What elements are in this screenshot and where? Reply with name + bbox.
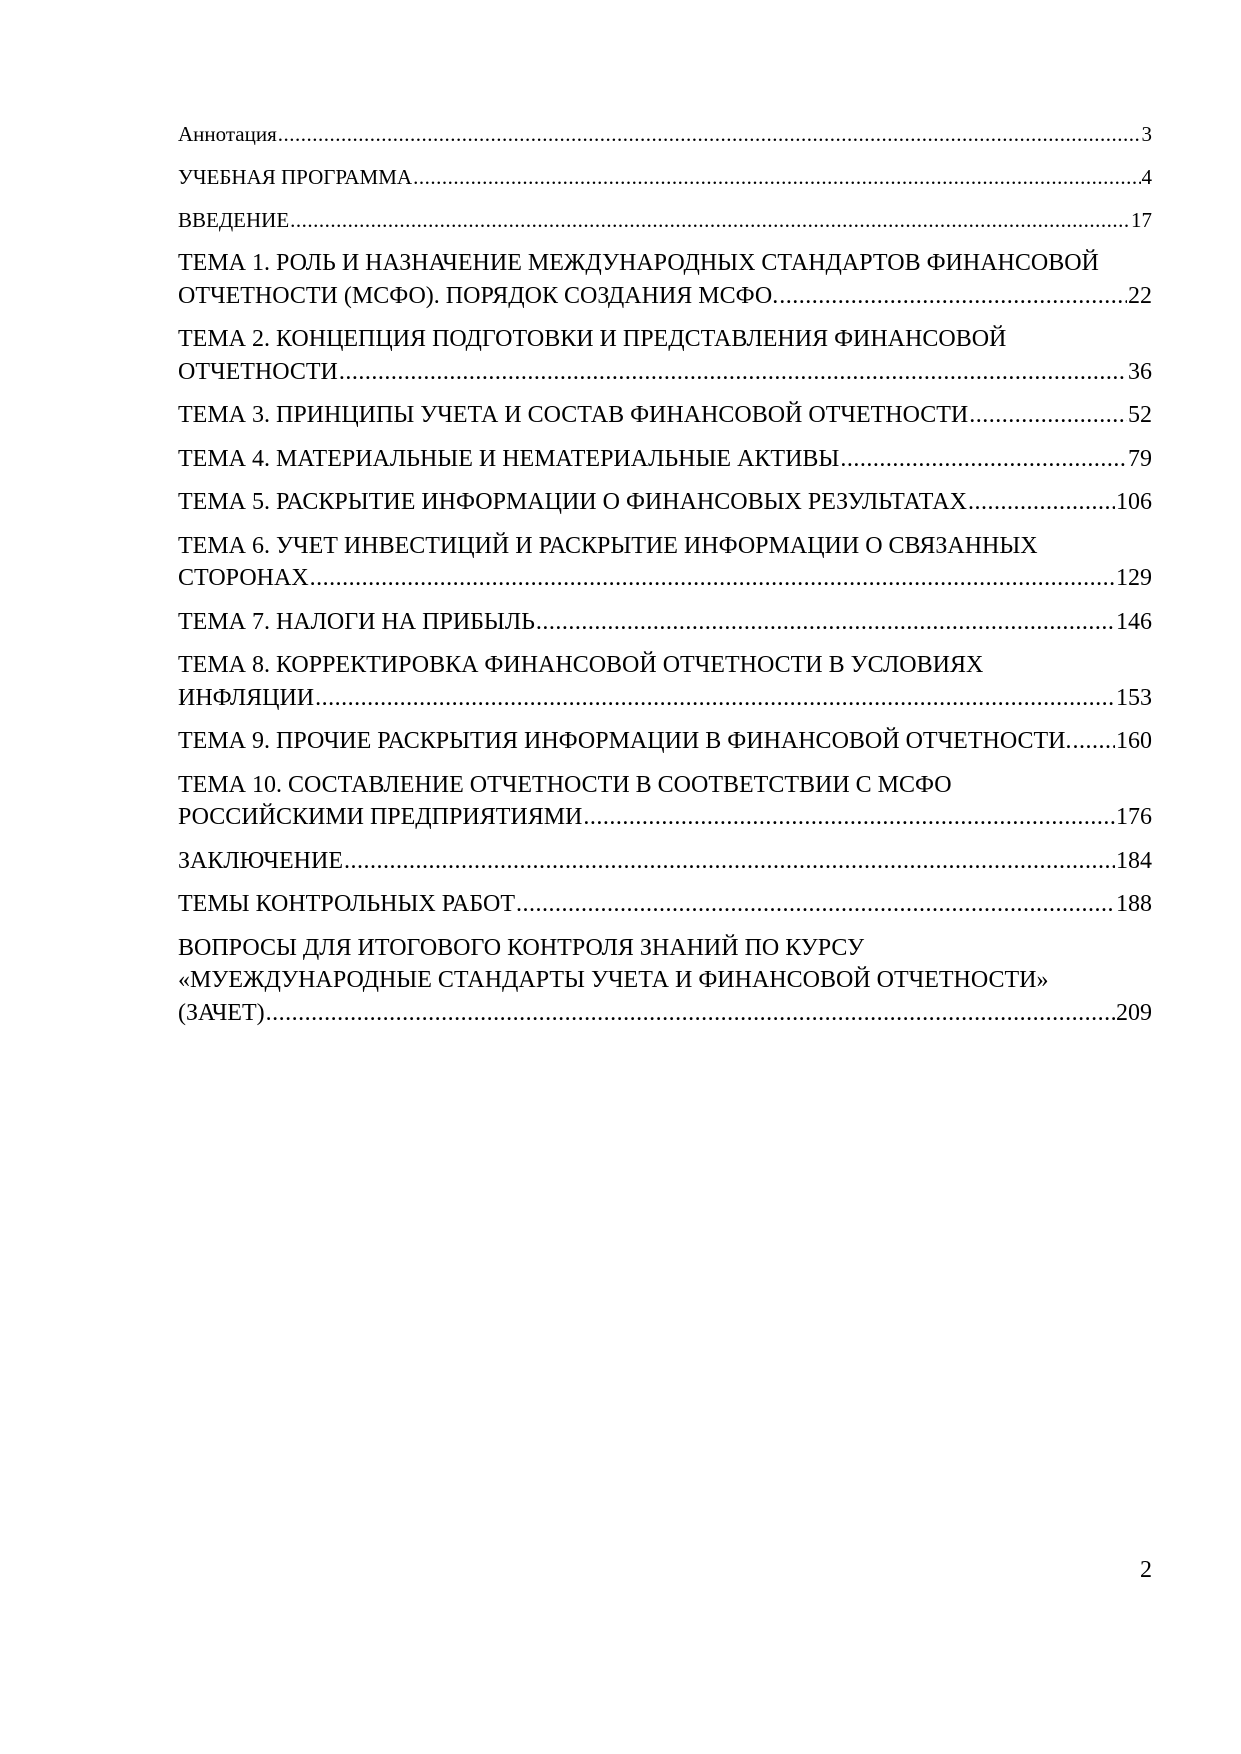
toc-entry-page-number: 22 [1128, 282, 1152, 309]
toc-entry[interactable] [178, 932, 1152, 1030]
toc-entry-title: РОССИЙСКИМИ ПРЕДПРИЯТИЯМИ [178, 804, 583, 830]
toc-entry[interactable] [178, 845, 1152, 878]
toc-entry[interactable] [178, 606, 1152, 639]
toc-entry[interactable] [178, 443, 1152, 476]
dot-leader [290, 204, 1130, 236]
dot-leader [266, 997, 1115, 1030]
dot-leader [969, 399, 1127, 432]
toc-entry-title-line: ТЕМА 2. КОНЦЕПЦИЯ ПОДГОТОВКИ И ПРЕДСТАВЛЕНИЯ ФИНАНСОВОЙ [178, 326, 1007, 352]
toc-entry[interactable] [178, 247, 1152, 312]
toc-entry-leader-line [178, 725, 1152, 758]
toc-entry-title: ТЕМА 3. ПРИНЦИПЫ УЧЕТА И СОСТАВ ФИНАНСОВОЙ ОТЧЕТНОСТИ [178, 402, 969, 428]
toc-entry[interactable] [178, 323, 1152, 388]
toc-entry[interactable] [178, 769, 1152, 834]
toc-entry-leader-line [178, 161, 1152, 193]
toc-entry-page-number: 209 [1116, 999, 1152, 1026]
toc-entry-page-number: 3 [1141, 122, 1152, 146]
toc-entry-leader-line [178, 204, 1152, 236]
toc-entry-title: ТЕМЫ КОНТРОЛЬНЫХ РАБОТ [178, 891, 515, 917]
toc-entry-title: ТЕМА 5. РАСКРЫТИЕ ИНФОРМАЦИИ О ФИНАНСОВЫХ РЕЗУЛЬТАТАХ [178, 489, 967, 515]
toc-entry-leader-line [178, 845, 1152, 878]
toc-entry-title-line: ТЕМА 10. СОСТАВЛЕНИЕ ОТЧЕТНОСТИ В СООТВЕТСТВИИ С МСФО [178, 771, 952, 798]
dot-leader [310, 562, 1115, 595]
toc-entry[interactable] [178, 649, 1152, 714]
toc-entry-title-line: ТЕМА 8. КОРРЕКТИРОВКА ФИНАНСОВОЙ ОТЧЕТНОСТИ В УСЛОВИЯХ [178, 652, 984, 678]
dot-leader [583, 801, 1115, 834]
toc-entry[interactable] [178, 486, 1152, 519]
toc-entry-page-number: 176 [1116, 804, 1152, 830]
toc-entry-leader-line [178, 399, 1152, 432]
toc-entry-page-number: 106 [1116, 489, 1152, 515]
toc-entry-page-number: 184 [1116, 847, 1152, 874]
dot-leader [339, 356, 1127, 389]
toc-entry-leader-line [178, 280, 1152, 313]
dot-leader [278, 118, 1141, 150]
toc-entry-leader-line [178, 486, 1152, 519]
toc-entry-title: ТЕМА 4. МАТЕРИАЛЬНЫЕ И НЕМАТЕРИАЛЬНЫЕ АКТИВЫ [178, 445, 840, 472]
toc-entry-title: (ЗАЧЕТ) [178, 999, 265, 1026]
toc-entry-title: ТЕМА 9. ПРОЧИЕ РАСКРЫТИЯ ИНФОРМАЦИИ В ФИНАНСОВОЙ ОТЧЕТНОСТИ. [178, 728, 1072, 754]
toc-entry-leader-line [178, 682, 1152, 715]
dot-leader [968, 486, 1115, 519]
toc-entry-title: УЧЕБНАЯ ПРОГРАММА [178, 165, 413, 189]
dot-leader [779, 280, 1127, 313]
toc-entry-page-number: 129 [1116, 565, 1152, 591]
dot-leader [1072, 725, 1115, 758]
dot-leader [840, 443, 1127, 476]
toc-entry-page-number: 188 [1116, 891, 1152, 917]
toc-entry-leader-line [178, 997, 1152, 1030]
toc-entry-leader-line [178, 443, 1152, 476]
toc-entry-leader-line [178, 562, 1152, 595]
page-number: 2 [1140, 1557, 1152, 1583]
toc-entry-title: ИНФЛЯЦИИ [178, 684, 315, 711]
toc-entry-page-number: 36 [1128, 358, 1152, 385]
toc-entry-title: ЗАКЛЮЧЕНИЕ [178, 847, 343, 874]
table-of-contents [178, 118, 1152, 1040]
toc-entry-leader-line [178, 888, 1152, 921]
toc-entry-title: ОТЧЕТНОСТИ (МСФО). ПОРЯДОК СОЗДАНИЯ МСФО. [178, 282, 779, 309]
toc-entry-title: СТОРОНАХ [178, 565, 309, 591]
toc-entry-leader-line [178, 356, 1152, 389]
toc-entry-title: ТЕМА 7. НАЛОГИ НА ПРИБЫЛЬ [178, 608, 535, 635]
toc-entry-page-number: 146 [1116, 608, 1152, 635]
toc-entry[interactable] [178, 399, 1152, 432]
toc-entry-page-number: 160 [1116, 728, 1152, 754]
toc-entry-page-number: 17 [1131, 208, 1152, 232]
toc-entry[interactable] [178, 161, 1152, 193]
toc-entry-title-line: ТЕМА 6. УЧЕТ ИНВЕСТИЦИЙ И РАСКРЫТИЕ ИНФОРМАЦИИ О СВЯЗАННЫХ [178, 532, 1038, 559]
toc-entry-title: ОТЧЕТНОСТИ [178, 358, 338, 385]
toc-entry-title: ВВЕДЕНИЕ [178, 208, 290, 232]
toc-entry-title-line: ТЕМА 1. РОЛЬ И НАЗНАЧЕНИЕ МЕЖДУНАРОДНЫХ СТАНДАРТОВ ФИНАНСОВОЙ [178, 250, 1099, 276]
dot-leader [315, 682, 1115, 715]
toc-entry-title-line: ВОПРОСЫ ДЛЯ ИТОГОВОГО КОНТРОЛЯ ЗНАНИЙ ПО КУРСУ [178, 934, 865, 961]
dot-leader [516, 888, 1115, 921]
toc-entry-title: Аннотация [178, 122, 277, 146]
toc-entry-leader-line [178, 606, 1152, 639]
dot-leader [536, 606, 1115, 639]
toc-entry-page-number: 4 [1141, 165, 1152, 189]
toc-entry[interactable] [178, 725, 1152, 758]
dot-leader [413, 161, 1140, 193]
toc-entry-page-number: 153 [1116, 684, 1152, 711]
toc-entry-page-number: 79 [1128, 445, 1152, 472]
toc-entry[interactable] [178, 888, 1152, 921]
toc-entry-page-number: 52 [1128, 402, 1152, 428]
toc-entry-title-line: «МУЕЖДУНАРОДНЫЕ СТАНДАРТЫ УЧЕТА И ФИНАНСОВОЙ ОТЧЕТНОСТИ» [178, 967, 1049, 993]
toc-entry[interactable] [178, 530, 1152, 595]
toc-entry-leader-line [178, 801, 1152, 834]
toc-entry-leader-line [178, 118, 1152, 150]
toc-entry[interactable] [178, 118, 1152, 150]
dot-leader [344, 845, 1115, 878]
toc-entry[interactable] [178, 204, 1152, 236]
